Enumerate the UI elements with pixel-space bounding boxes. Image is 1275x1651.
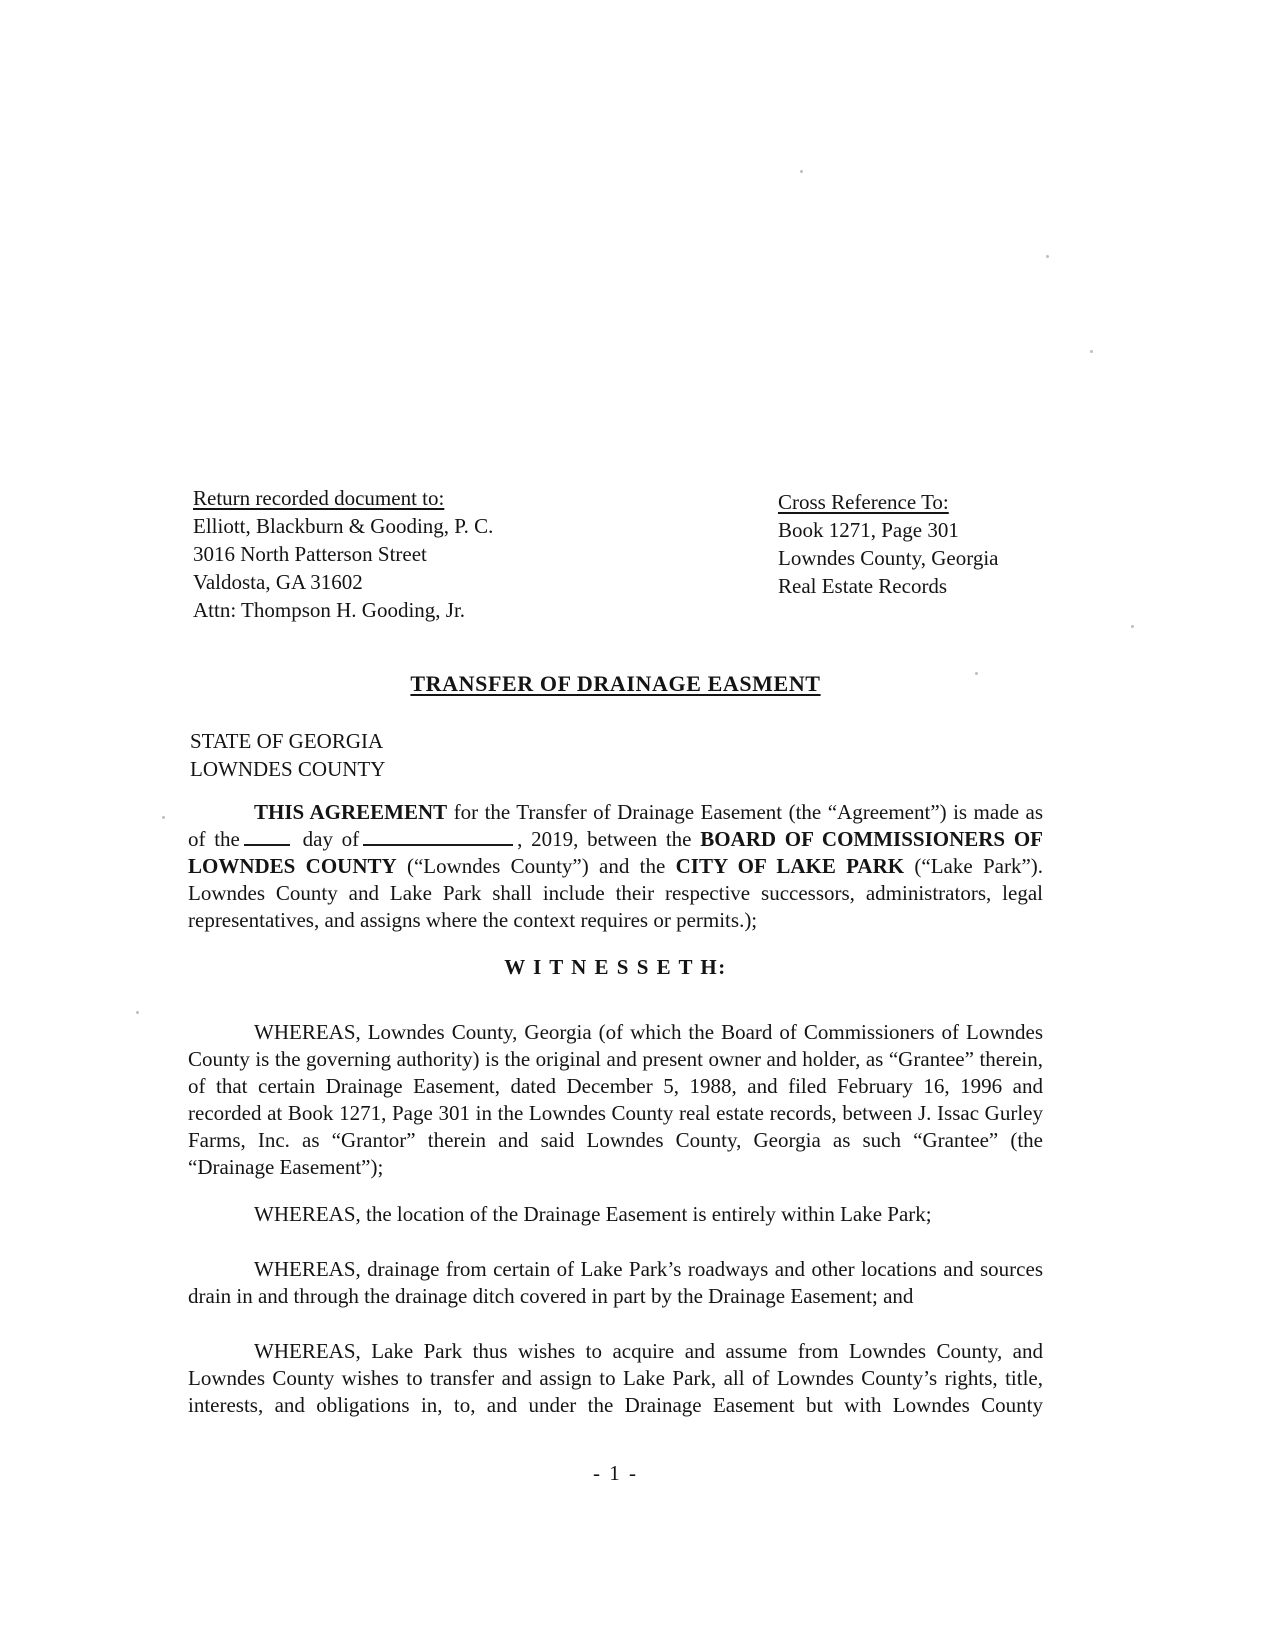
scan-speck: [1046, 255, 1049, 258]
bold-text-run: BOARD OF COMMISSIONERS OF LOWNDES COUNTY: [188, 827, 1043, 878]
text-run: (“Lowndes County”) and the: [396, 854, 676, 878]
scan-speck: [1090, 350, 1093, 353]
cross-reference-line: Book 1271, Page 301: [778, 518, 959, 542]
paragraph-whereas-owner: WHEREAS, Lowndes County, Georgia (of which the Board of Commissioners of Lowndes County is the governing authority) is the original and present owner and holder, as “Grantee” therein, of that certain Drainage Easement, dated December 5, 1988, and filed February 16, 1996 and recorded at Book 1271, Page 301 in the Lowndes County real estate records, between J. Issac Gurley Farms, Inc. as “Grantor” therein and said Lowndes County, Georgia as such “Grantee” (the “Drainage Easement”);: [188, 1020, 1043, 1179]
fill-in-blank-line: [363, 829, 513, 846]
bold-text-run: THIS AGREEMENT: [254, 800, 448, 824]
text-run: , 2019, between the: [517, 827, 701, 851]
return-address-line: Elliott, Blackburn & Gooding, P. C.: [193, 514, 494, 538]
state-line: STATE OF GEORGIA: [190, 729, 384, 753]
cross-reference-block: [778, 488, 998, 600]
text-run: (“Lake Park”). Lowndes County and Lake Park shall include their respective successors, administrators, legal representatives, and assigns where the context requires or permits.);: [188, 854, 1044, 932]
document-title: TRANSFER OF DRAINAGE EASMENT: [410, 671, 821, 696]
text-run: day of: [293, 827, 360, 851]
cross-reference-heading: Cross Reference To:: [778, 490, 949, 514]
cross-reference-line: Lowndes County, Georgia: [778, 546, 999, 570]
return-address-heading: Return recorded document to:: [193, 486, 445, 510]
scan-speck: [975, 672, 978, 675]
return-address-line: Valdosta, GA 31602: [193, 570, 363, 594]
paragraph-whereas-transfer: WHEREAS, Lake Park thus wishes to acquire and assume from Lowndes County, and Lowndes County wishes to transfer and assign to Lake Park, all of Lowndes County’s rights, title, interests, and obligations in, to, and under the Drainage Easement but with Lowndes County: [188, 1339, 1043, 1417]
return-address-line: Attn: Thompson H. Gooding, Jr.: [193, 598, 466, 622]
scan-speck: [162, 816, 165, 819]
county-line: LOWNDES COUNTY: [190, 757, 386, 781]
return-address-line: 3016 North Patterson Street: [193, 542, 427, 566]
fill-in-blank-line: [244, 829, 290, 846]
scan-speck: [136, 1011, 139, 1014]
scan-speck: [800, 170, 803, 173]
paragraph-whereas-drainage: WHEREAS, drainage from certain of Lake Park’s roadways and other locations and sources drain in and through the drainage ditch covered in part by the Drainage Easement; and: [188, 1257, 1043, 1308]
bold-text-run: CITY OF LAKE PARK: [675, 854, 905, 878]
page-number: - 1 -: [593, 1461, 638, 1485]
jurisdiction-block: [190, 727, 385, 783]
text-run: for the Transfer of Drainage Easement (the “Agreement”) is made as of the: [188, 800, 1043, 851]
return-address-block: [193, 484, 493, 624]
scan-speck: [1131, 625, 1134, 628]
paragraph-whereas-location: WHEREAS, the location of the Drainage Easement is entirely within Lake Park;: [254, 1202, 932, 1226]
paragraph-agreement-intro: [188, 799, 1043, 934]
witnesseth-heading: W I T N E S S E T H:: [504, 955, 727, 979]
cross-reference-line: Real Estate Records: [778, 574, 948, 598]
